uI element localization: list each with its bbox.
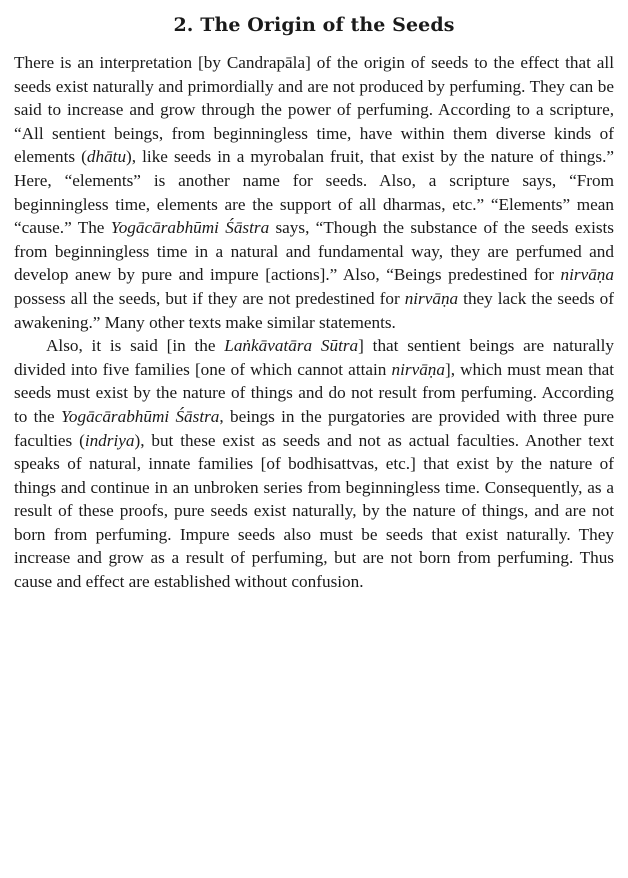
text-run: says, “Though the substance of the seeds exists from beginningless time in a natural and fundamental way, they are perfumed and develop anew by pure and impure [actions].” Also, “Beings predestined for <box>14 218 614 285</box>
italic-term: Yogācārabhūmi Śāstra <box>60 406 220 426</box>
text-run: possess all the seeds, but if they are not predestined for <box>14 288 405 308</box>
text-run: ], which must mean that seeds must exist by the nature of things and do not result from perfuming. According to the <box>14 359 614 426</box>
document-page <box>14 12 614 594</box>
text-run: they lack the seeds of awakening.” Many other texts make similar statements. <box>14 288 614 332</box>
italic-term: nirvāṇa <box>391 359 445 379</box>
section-title: 2. The Origin of the Seeds <box>173 14 455 36</box>
text-run: ), like seeds in a myrobalan fruit, that exist by the nature of things.” Here, “elements” is another name for seeds. Also, a scripture says, “From beginningless time, elements are the support of all dharmas, etc.” “Elements” mean “cause.” The <box>14 147 614 238</box>
italic-term: nirvāṇa <box>560 265 614 285</box>
paragraph-2 <box>14 334 614 594</box>
italic-term: dhātu <box>86 147 127 167</box>
text-run: Also, it is said [in the <box>46 336 225 356</box>
text-run: There is an interpretation [by Candrapāla] of the origin of seeds to the effect that all seeds exist naturally and primordially and are not produced by perfuming. They can be said to increase and grow through the power of perfuming. According to a scripture, “All sentient beings, from beginningless time, have within them diverse kinds of elements ( <box>14 53 614 167</box>
italic-term: Yogācārabhūmi Śāstra <box>110 218 270 238</box>
text-run: ] that sentient beings are naturally divided into five families [one of which cannot attain <box>14 336 614 379</box>
italic-term: Laṅkāvatāra Sūtra <box>224 336 359 356</box>
text-run: ), but these exist as seeds and not as actual faculties. Another text speaks of natural, innate families [of bodhisattvas, etc.] that exist by the nature of things and continue in an unbroken series from beginningless time. Consequently, as a result of these proofs, pure seeds exist naturally, by the nature of things, and are not born from perfuming. Impure seeds also must be seeds that exist naturally. They increase and grow as a result of perfuming, but are not born from perfuming. Thus cause and effect are established without confusion. <box>14 430 614 592</box>
text-run: , beings in the purgatories are provided with three pure faculties ( <box>14 406 614 450</box>
italic-term: indriya <box>84 430 135 450</box>
paragraph-1 <box>14 51 614 334</box>
italic-term: nirvāṇa <box>404 288 459 308</box>
body-text <box>14 51 614 594</box>
